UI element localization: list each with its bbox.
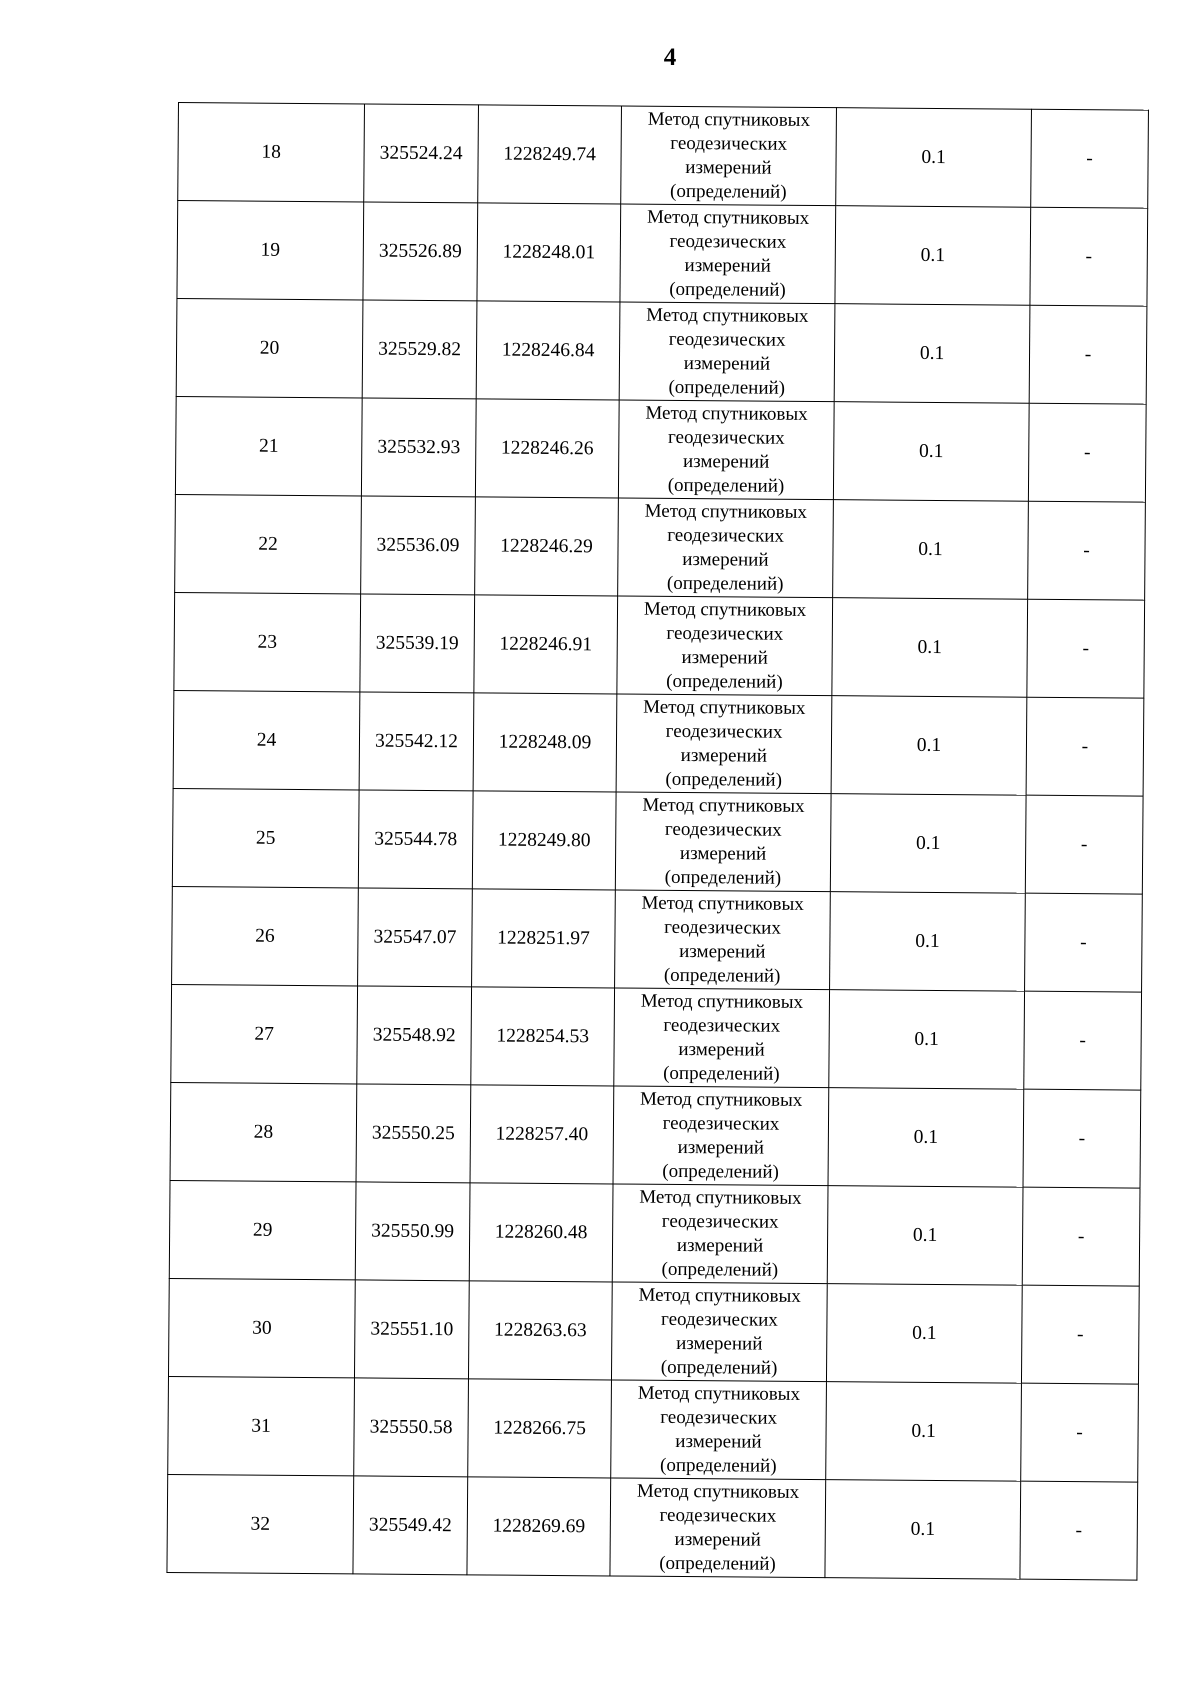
method-cell (618, 498, 834, 598)
accuracy-cell: 0.1 (835, 206, 1031, 306)
coordinates-table-body (167, 103, 1149, 1581)
method-text-line: (определений) (663, 964, 781, 987)
table-row (171, 984, 1142, 1090)
method-text-line: измерений (684, 254, 771, 277)
note-cell: - (1021, 1383, 1139, 1482)
x-coordinate-cell: 325544.78 (358, 790, 473, 889)
page-number: 4 (663, 44, 677, 71)
method-text-line: Метод спутниковых (647, 108, 811, 131)
x-coordinate-cell: 325524.24 (364, 104, 479, 203)
note-cell: - (1028, 403, 1146, 502)
y-coordinate-cell: 1228260.48 (469, 1183, 613, 1282)
point-number-cell: 20 (176, 298, 363, 397)
y-coordinate-cell: 1228246.84 (476, 301, 620, 400)
method-text-line: Метод спутниковых (638, 1284, 801, 1307)
method-text-line: Метод спутниковых (643, 696, 806, 719)
y-coordinate-cell: 1228266.75 (468, 1379, 612, 1478)
x-coordinate-cell: 325550.99 (355, 1182, 470, 1281)
accuracy-cell: 0.1 (833, 500, 1029, 600)
method-cell (610, 1478, 826, 1578)
table-row (175, 494, 1146, 600)
x-coordinate-cell: 325551.10 (354, 1280, 469, 1379)
method-text-line: (определений) (660, 1356, 778, 1379)
method-text-line: измерений (679, 940, 766, 963)
method-text-line: измерений (678, 1038, 765, 1061)
method-text-line: Метод спутниковых (640, 990, 804, 1013)
x-coordinate-cell: 325548.92 (357, 986, 472, 1085)
accuracy-cell: 0.1 (825, 1480, 1021, 1580)
x-coordinate-cell: 325529.82 (362, 300, 477, 399)
point-number-cell: 18 (178, 103, 365, 202)
method-text-line: (определений) (669, 278, 786, 301)
method-text-line: измерений (674, 1528, 761, 1551)
table-row (176, 298, 1147, 404)
accuracy-cell: 0.1 (826, 1382, 1022, 1482)
method-cell (618, 400, 834, 500)
y-coordinate-cell: 1228257.40 (470, 1085, 614, 1184)
note-cell: - (1024, 991, 1142, 1090)
method-text-line: измерений (682, 450, 770, 473)
note-cell: - (1026, 697, 1144, 796)
table-row (169, 1180, 1140, 1286)
method-text-line: геодезических (659, 1504, 777, 1527)
y-coordinate-cell: 1228246.26 (475, 399, 619, 498)
table-row (174, 592, 1145, 698)
point-number-cell: 21 (175, 396, 362, 495)
method-text-line: геодезических (668, 328, 786, 351)
point-number-cell: 23 (174, 592, 361, 691)
method-text-line: (определений) (663, 1062, 780, 1085)
table-row (170, 1082, 1141, 1188)
x-coordinate-cell: 325550.25 (356, 1084, 471, 1183)
method-text-line: геодезических (670, 132, 788, 155)
note-cell: - (1025, 795, 1143, 894)
method-text-line: измерений (681, 646, 768, 669)
note-cell: - (1031, 109, 1149, 208)
method-cell (611, 1380, 827, 1480)
method-text-line: геодезических (660, 1308, 778, 1331)
y-coordinate-cell: 1228254.53 (471, 987, 615, 1086)
method-text-line: измерений (682, 548, 769, 571)
note-cell: - (1028, 501, 1146, 600)
accuracy-cell: 0.1 (826, 1284, 1022, 1384)
table-row (172, 886, 1143, 992)
point-number-cell: 32 (167, 1474, 354, 1573)
accuracy-cell: 0.1 (830, 794, 1026, 894)
method-cell (621, 106, 837, 206)
note-cell: - (1022, 1187, 1140, 1286)
x-coordinate-cell: 325550.58 (354, 1378, 469, 1477)
accuracy-cell: 0.1 (836, 108, 1032, 208)
x-coordinate-cell: 325532.93 (361, 398, 476, 497)
point-number-cell: 28 (170, 1082, 357, 1181)
method-text-line: (определений) (661, 1258, 779, 1281)
method-text-line: (определений) (659, 1552, 776, 1575)
point-number-cell: 19 (177, 201, 364, 300)
method-text-line: Метод спутниковых (636, 1480, 800, 1503)
method-text-line: Метод спутниковых (642, 794, 805, 817)
method-text-line: Метод спутниковых (646, 304, 809, 327)
method-text-line: (определений) (668, 376, 786, 399)
y-coordinate-cell: 1228251.97 (472, 889, 616, 988)
method-text-line: (определений) (665, 768, 783, 791)
accuracy-cell: 0.1 (833, 402, 1029, 502)
table-row (168, 1278, 1139, 1384)
method-cell (613, 1086, 829, 1186)
method-text-line: измерений (675, 1430, 762, 1453)
method-text-line: измерений (676, 1234, 764, 1257)
method-text-line: измерений (683, 352, 771, 375)
method-text-line: геодезических (667, 426, 785, 449)
table-row (178, 103, 1149, 209)
table-row (175, 396, 1146, 502)
table-row (173, 690, 1144, 796)
coordinates-table (166, 102, 1149, 1581)
method-text-line: геодезических (661, 1210, 779, 1233)
method-cell (616, 694, 832, 794)
method-text-line: геодезических (669, 230, 787, 253)
x-coordinate-cell: 325547.07 (358, 888, 473, 987)
method-text-line: геодезических (666, 622, 784, 645)
method-cell (614, 988, 830, 1088)
y-coordinate-cell: 1228248.09 (473, 693, 617, 792)
note-cell: - (1023, 1089, 1141, 1188)
x-coordinate-cell: 325536.09 (361, 496, 476, 595)
table-row (167, 1474, 1138, 1580)
x-coordinate-cell: 325549.42 (353, 1476, 468, 1575)
method-text-line: измерений (677, 1136, 765, 1159)
method-cell (619, 302, 835, 402)
accuracy-cell: 0.1 (830, 892, 1026, 992)
method-text-line: геодезических (663, 1014, 781, 1037)
method-text-line: Метод спутниковых (637, 1382, 801, 1405)
method-cell (615, 792, 831, 892)
x-coordinate-cell: 325539.19 (360, 594, 475, 693)
note-cell: - (1030, 207, 1148, 306)
method-text-line: Метод спутниковых (646, 206, 810, 229)
table-row (168, 1376, 1139, 1482)
point-number-cell: 27 (171, 984, 358, 1083)
method-text-line: (определений) (667, 474, 785, 497)
table-row (172, 788, 1143, 894)
method-text-line: Метод спутниковых (644, 500, 808, 523)
x-coordinate-cell: 325542.12 (359, 692, 474, 791)
accuracy-cell: 0.1 (832, 598, 1028, 698)
method-cell (611, 1282, 827, 1382)
method-text-line: геодезических (664, 818, 782, 841)
method-text-line: геодезических (667, 524, 785, 547)
method-text-line: Метод спутниковых (645, 402, 808, 425)
point-number-cell: 31 (168, 1376, 355, 1475)
accuracy-cell: 0.1 (834, 304, 1030, 404)
point-number-cell: 22 (175, 494, 362, 593)
method-cell (620, 204, 836, 304)
point-number-cell: 24 (173, 690, 360, 789)
accuracy-cell: 0.1 (828, 1088, 1024, 1188)
method-text-line: геодезических (665, 720, 783, 743)
y-coordinate-cell: 1228246.29 (475, 497, 619, 596)
method-text-line: измерений (679, 842, 767, 865)
note-cell: - (1025, 893, 1143, 992)
note-cell: - (1020, 1481, 1138, 1580)
point-number-cell: 25 (172, 788, 359, 887)
method-text-line: измерений (685, 156, 772, 179)
method-text-line: измерений (676, 1332, 763, 1355)
accuracy-cell: 0.1 (829, 990, 1025, 1090)
point-number-cell: 29 (169, 1180, 356, 1279)
method-text-line: измерений (680, 744, 768, 767)
accuracy-cell: 0.1 (827, 1186, 1023, 1286)
method-text-line: Метод спутниковых (639, 1186, 802, 1209)
method-text-line: геодезических (664, 916, 781, 939)
note-cell: - (1021, 1285, 1139, 1384)
method-text-line: Метод спутниковых (641, 892, 804, 915)
y-coordinate-cell: 1228263.63 (468, 1281, 612, 1380)
method-cell (615, 890, 831, 990)
note-cell: - (1029, 305, 1147, 404)
y-coordinate-cell: 1228248.01 (477, 203, 621, 302)
accuracy-cell: 0.1 (831, 696, 1027, 796)
y-coordinate-cell: 1228269.69 (467, 1477, 611, 1576)
method-text-line: геодезических (660, 1406, 778, 1429)
y-coordinate-cell: 1228249.74 (478, 105, 622, 204)
method-text-line: (определений) (666, 572, 784, 595)
table-row (177, 201, 1148, 307)
method-text-line: (определений) (659, 1454, 777, 1477)
method-text-line: (определений) (666, 670, 783, 693)
method-text-line: (определений) (664, 866, 782, 889)
method-text-line: (определений) (669, 180, 787, 203)
method-text-line: (определений) (662, 1160, 779, 1183)
method-cell (612, 1184, 828, 1284)
x-coordinate-cell: 325526.89 (363, 202, 478, 301)
method-text-line: Метод спутниковых (643, 598, 807, 621)
point-number-cell: 30 (168, 1278, 355, 1377)
y-coordinate-cell: 1228249.80 (472, 791, 616, 890)
y-coordinate-cell: 1228246.91 (474, 595, 618, 694)
method-cell (617, 596, 833, 696)
method-text-line: геодезических (662, 1112, 780, 1135)
note-cell: - (1027, 599, 1145, 698)
point-number-cell: 26 (172, 886, 359, 985)
method-text-line: Метод спутниковых (639, 1088, 803, 1111)
